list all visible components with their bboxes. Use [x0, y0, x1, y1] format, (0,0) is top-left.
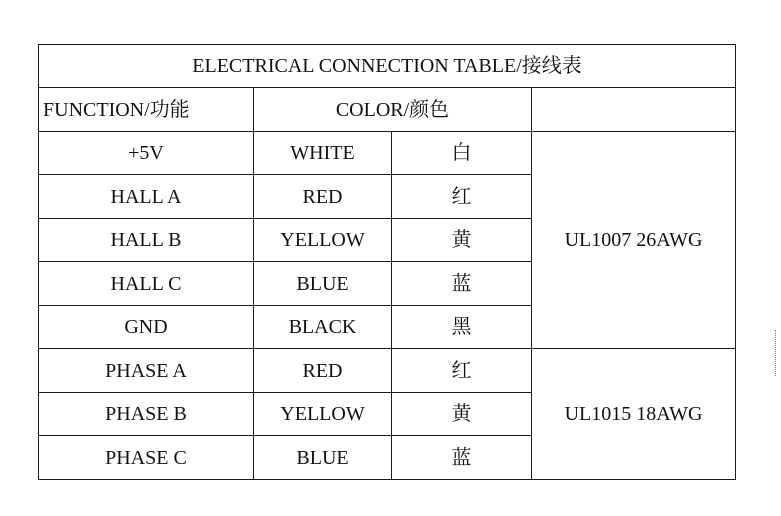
color-en-cell: BLUE: [254, 436, 392, 480]
color-en-cell: RED: [254, 175, 392, 219]
color-en-cell: BLUE: [254, 262, 392, 306]
function-cell: PHASE A: [39, 349, 254, 393]
color-en-cell: YELLOW: [254, 393, 392, 436]
header-color: COLOR/颜色: [254, 88, 532, 132]
color-cn-cell: 白: [392, 132, 532, 175]
color-en-cell: YELLOW: [254, 219, 392, 262]
function-cell: PHASE B: [39, 393, 254, 436]
connection-table-container: [38, 44, 735, 480]
function-cell: GND: [39, 306, 254, 349]
edge-mark: [775, 330, 780, 376]
function-cell: PHASE C: [39, 436, 254, 480]
color-cn-cell: 红: [392, 349, 532, 393]
wire-spec-cell: UL1015 18AWG: [532, 349, 736, 480]
color-en-cell: RED: [254, 349, 392, 393]
color-cn-cell: 黄: [392, 219, 532, 262]
function-cell: HALL B: [39, 219, 254, 262]
color-en-cell: BLACK: [254, 306, 392, 349]
header-wire: [532, 88, 736, 132]
wire-spec-cell: UL1007 26AWG: [532, 132, 736, 349]
color-cn-cell: 蓝: [392, 436, 532, 480]
table-row: [39, 349, 736, 393]
color-cn-cell: 黑: [392, 306, 532, 349]
table-row: [39, 132, 736, 175]
color-cn-cell: 黄: [392, 393, 532, 436]
header-function: FUNCTION/功能: [39, 88, 254, 132]
function-cell: HALL C: [39, 262, 254, 306]
color-cn-cell: 红: [392, 175, 532, 219]
electrical-connection-table: [38, 44, 736, 480]
function-cell: +5V: [39, 132, 254, 175]
table-title: ELECTRICAL CONNECTION TABLE/接线表: [39, 45, 736, 88]
function-cell: HALL A: [39, 175, 254, 219]
table-header-row: [39, 88, 736, 132]
color-cn-cell: 蓝: [392, 262, 532, 306]
color-en-cell: WHITE: [254, 132, 392, 175]
table-title-row: [39, 45, 736, 88]
